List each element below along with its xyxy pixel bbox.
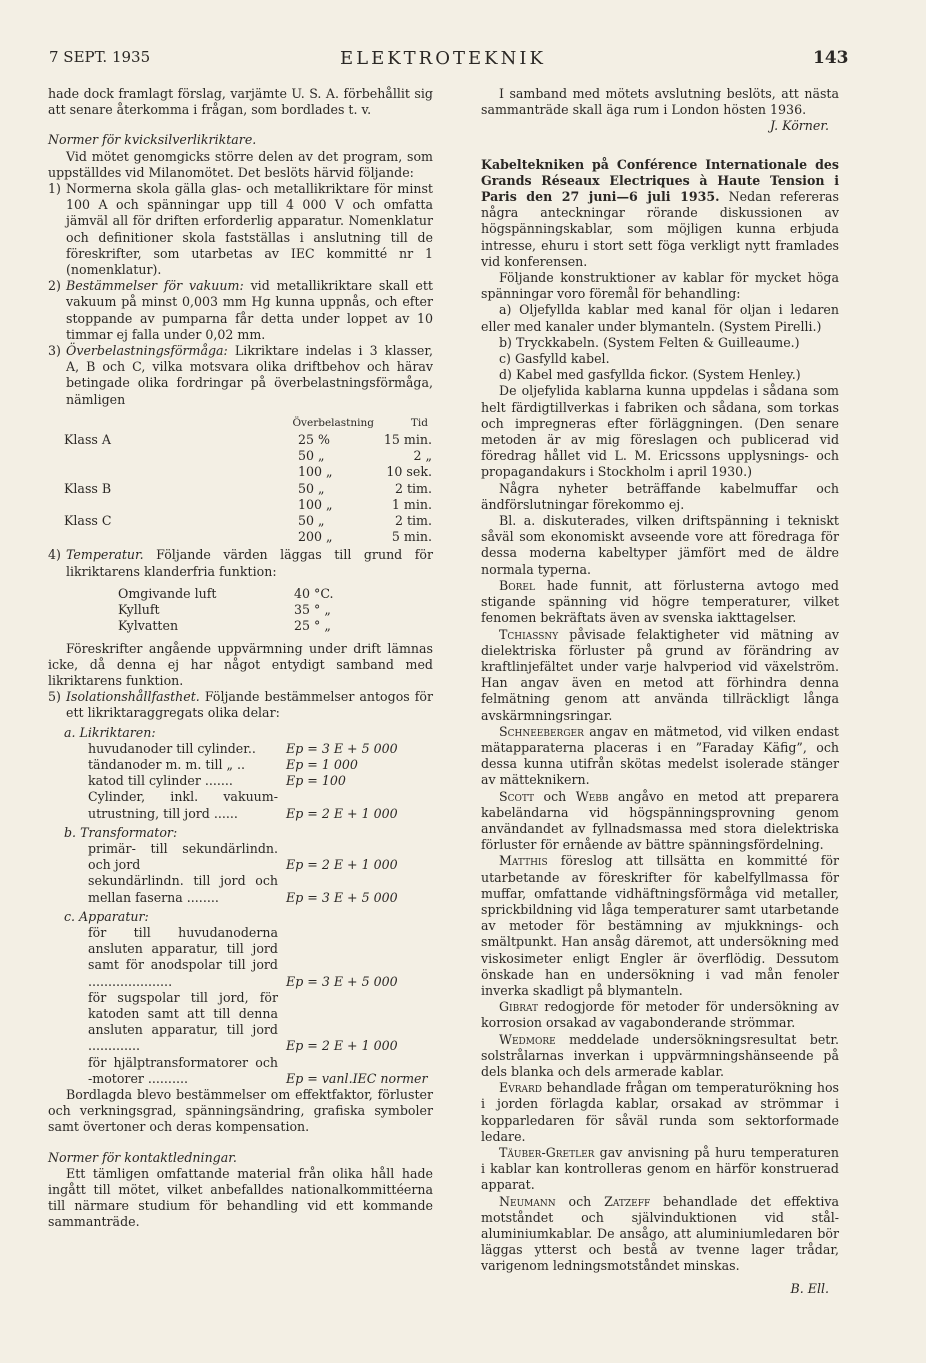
intro-paragraph: hade dock framlagt förslag, varjämte U. S. A. förbehållit sig att senare återkomma i frågan, som bordlades t. v. — [48, 86, 433, 118]
item-4 — [48, 547, 433, 579]
voltage-discussion-paragraph: Bl. a. diskuterades, vilken driftspänning i tekniskt såväl som ekonomiskt avseende vore att föredraga för dessa moderna kabeltyper jämfört med de äldre normala typerna. — [481, 513, 839, 577]
header-page-number: 143 — [813, 48, 849, 68]
table-header-row — [64, 414, 432, 432]
temperature-table — [118, 586, 334, 635]
left-column — [48, 86, 433, 1231]
tauber-gretler-paragraph: Täuber-Gretler gav anvisning på huru temperaturen i kablar kan kontrolleras genom en härför konstruerad apparat. — [481, 1145, 839, 1193]
borel-paragraph: Borel hade funnit, att förlusterna avtogo med stigande spänning vid högre temperaturer, vilket fenomen bekräftats även av svenska iakttagelser. — [481, 577, 839, 626]
spec-table-apparatus — [88, 925, 428, 1087]
article-intro: Nedan refereras några anteckningar rörande diskussionen av högspänningskablar, som möjligen kunna erbjuda intresse, ehuru i stort sett föga verkligt nytt framlades vid konferensen. — [481, 189, 839, 269]
spec-subheading-transformer: b. Transformator: — [64, 824, 178, 840]
table-row: Klass A 25 % 15 min. — [64, 432, 432, 448]
table-row: Klass C 50 „ 2 tim. — [64, 513, 432, 529]
constructions-intro: Följande konstruktioner av kablar för mycket höga spänningar voro föremål för behandling: — [481, 270, 839, 302]
schneeberger-paragraph: Schneeberger angav en mätmetod, vid vilken endast mätapparaterna placeras i en ”Faraday Käfig”, och dessa kunna utifrån skötas medelst isolerade stänger av mätteknikern. — [481, 723, 839, 788]
table-row: Kylluft 35 ° „ — [118, 602, 331, 618]
overload-table — [64, 414, 432, 546]
matthis-paragraph: Matthis föreslog att tillsätta en kommitté för utarbetande av föreskrifter för kabelfyllmassa för muffar, omfattande vidhäftningsförmåga vid metaller, sprickbildning vid låga temperaturer samt utarbetande av metoder för bestämning av mjukknings- och smältpunkt. Han ansåg däremot, att undersökning med viskosimeter enligt Engler är överflödig. Dessutom önskade han en undersökning i vad mån fenoler inverka skadligt på blymanteln. — [481, 853, 839, 998]
table-row: Klass B 50 „ 2 tim. — [64, 480, 432, 496]
table-row: Kylvatten 25 ° „ — [118, 618, 331, 634]
item-2 — [48, 278, 433, 343]
section-heading-contact-lines: Normer för kontaktledningar. — [48, 1149, 237, 1165]
article-heading-paragraph — [481, 157, 839, 270]
table-row: katod till cylinder ....... Ep = 100 — [88, 773, 346, 789]
item-3 — [48, 343, 433, 408]
cable-type-c: c) Gasfylld kabel. — [499, 351, 610, 367]
cable-type-b: b) Tryckkabeln. (System Felten & Guilleaume.) — [499, 334, 800, 350]
signature-ell: B. Ell. — [790, 1280, 829, 1296]
item-title: Bestämmelser för vakuum: — [66, 278, 244, 294]
table-row: för hjälptransformatorer och -motorer .......... Ep = vanl.IEC normer — [88, 1054, 428, 1086]
item-number: 5) — [48, 689, 61, 705]
spec-table-transformer — [88, 841, 398, 906]
table-row: 100 „ 1 min. — [298, 496, 432, 512]
temperature-note: Föreskrifter angående uppvärmning under drift lämnas icke, då denna ej har något entydigt samband med likriktarens funktion. — [48, 640, 433, 688]
table-row: 50 „ 2 „ — [298, 448, 432, 464]
item-text: Följande värden läggas till grund för likriktarens klanderfria funktion: — [66, 547, 433, 579]
item-text: Normerna skola gälla glas- och metallikriktare för minst 100 A och spänningar upp till 4 000 V och omfatta jämväl all för driften erforderlig apparatur. Nomenklatur och definitioner skola fastställas i anslutning till de föreskrifter, som utarbetas av IEC kommitté nr 1 (nomenklatur). — [66, 181, 433, 278]
signature-korner: J. Körner. — [770, 118, 829, 134]
article-title: Kabeltekniken på Conférence Internationale des Grands Réseaux Electriques à Haute Tension i Paris den 27 juni—6 juli 1935. — [481, 156, 839, 205]
contact-lines-paragraph: Ett tämligen omfattande material från olika håll hade ingått till mötet, vilket anbefalldes nationalkommittéerna till närmare studium för behandling vid ett kommande sammanträde. — [48, 1165, 433, 1230]
item-title: Temperatur. — [66, 547, 144, 563]
section-intro-paragraph: Vid mötet genomgicks större delen av det program, som uppställdes vid Milanomötet. Det beslöts härvid följande: — [48, 148, 433, 180]
spec-table-rectifier — [88, 741, 398, 822]
table-row: för till huvudanoderna ansluten apparatur, till jord samt för anodspolar till jord ..................... Ep = 3 E + 5 000 — [88, 924, 398, 989]
closing-paragraph: Bordlagda blevo bestämmelser om effektfaktor, förluster och verkningsgrad, spänningsändring, grafiska symboler samt övertoner och deras kompensation. — [48, 1086, 433, 1135]
table-row: tändanoder m. m. till „ .. Ep = 1 000 — [88, 756, 358, 772]
item-number: 3) — [48, 343, 61, 359]
table-row: huvudanoder till cylinder.. Ep = 3 E + 5 000 — [88, 740, 398, 756]
cable-type-d: d) Kabel med gasfyllda fickor. (System Henley.) — [499, 367, 801, 383]
closing-meeting-paragraph: I samband med mötets avslutning beslöts, att nästa sammanträde skall äga rum i London hösten 1936. — [481, 86, 839, 118]
spec-subheading-apparatus: c. Apparatur: — [64, 908, 149, 924]
oil-cables-paragraph: De oljefylida kablarna kunna uppdelas i sådana som helt färdigtillverkas i fabriken och sådana, som torkas och impregneras efter förläggningen. (Den senare metoden är av mig föreslagen och publicerad vid föredrag hållet vid L. M. Ericssons upplysnings- och propagandakurs i Stockholm i april 1930.) — [481, 383, 839, 480]
spec-subheading-rectifier: a. Likriktaren: — [64, 724, 156, 740]
header-date: 7 SEPT. 1935 — [49, 48, 151, 66]
neumann-zatzeff-paragraph: Neumann och Zatzeff behandlade det effektiva motståndet och självinduktionen vid stål-aluminiumkablar. De ansågo, att aluminiumledaren bör läggas ytterst och bestå av tvenne lager trådar, varigenom ledningsmotståndet minskas. — [481, 1193, 839, 1274]
tchiassny-paragraph: Tchiassny påvisade felaktigheter vid mätning av dielektriska förluster på grund av förändring av kraftlinjefältet under varje halvperiod vid växelström. Han angav även en metod att förhindra denna felmätning genom att använda tillräckligt långa avskärmningsringar. — [481, 626, 839, 723]
table-row: Omgivande luft 40 °C. — [118, 585, 334, 601]
insulation-spec — [64, 725, 433, 1087]
table-row: 100 „ 10 sek. — [298, 464, 432, 480]
column-header-time: Tid — [410, 416, 428, 429]
item-5 — [48, 689, 433, 721]
item-number: 4) — [48, 547, 61, 563]
scott-webb-paragraph: Scott och Webb angåvo en metod att preparera kabeländarna vid högspänningsprovning genom användandet av fyllnadsmassa med stora dielektriska förluster för ernående av bättre spänningsfördelning. — [481, 788, 839, 853]
gibrat-paragraph: Gibrat redogjorde för metoder för undersökning av korrosion orsakad av vagabonderande strömmar. — [481, 999, 839, 1031]
item-title: Överbelastningsförmåga: — [66, 343, 228, 359]
table-row: sekundärlindn. till jord och mellan faserna ........ Ep = 3 E + 5 000 — [88, 873, 398, 905]
table-row: 200 „ 5 min. — [298, 529, 432, 545]
wedmore-paragraph: Wedmore meddelade undersökningsresultat betr. solstrålarnas inverkan i uppvärmningshänseende på dels blanka och dels armerade kablar. — [481, 1031, 839, 1079]
table-row: primär- till sekundärlindn. och jord Ep = 2 E + 1 000 — [88, 840, 398, 873]
table-row: Cylinder, inkl. vakuum-utrustning, till jord ...... Ep = 2 E + 1 000 — [88, 789, 398, 821]
item-1 — [48, 181, 433, 278]
cable-type-a: a) Oljefyllda kablar med kanal för oljan i ledaren eller med kanaler under blymanteln. (System Pirelli.) — [481, 302, 839, 334]
item-text: Likriktare indelas i 3 klasser, A, B och C, vilka motsvara olika driftbehov och härav betingade olika fordringar på överbelastningsförmåga, nämligen — [66, 343, 433, 407]
item-number: 1) — [48, 181, 61, 197]
item-text: vid metallikriktare skall ett vakuum på minst 0,003 mm Hg kunna uppnås, och efter stoppande av pumparna får detta under loppet av 10 timmar ej falla under 0,02 mm. — [66, 278, 433, 342]
item-number: 2) — [48, 278, 61, 294]
item-title: Isolationshållfasthet. — [66, 689, 200, 705]
news-paragraph: Några nyheter beträffande kabelmuffar och ändförslutningar förekommo ej. — [481, 480, 839, 512]
right-column — [481, 86, 839, 1297]
column-header-overload: Överbelastning — [292, 416, 374, 429]
item-text: Följande bestämmelser antogos för ett likriktaraggregats olika delar: — [66, 689, 433, 721]
header-journal-title: ELEKTROTEKNIK — [340, 48, 546, 69]
table-row: för sugspolar till jord, för katoden samt att till denna ansluten apparatur, till jord ............. Ep = 2 E + 1 000 — [88, 989, 398, 1054]
evrard-paragraph: Evrard behandlade frågan om temperaturökning hos i jorden förlagda kablar, orsakad av strömmar i kopparledaren för såväl runda som sektorformade ledare. — [481, 1080, 839, 1144]
section-heading-rectifiers: Normer för kvicksilverlikriktare. — [48, 132, 257, 148]
